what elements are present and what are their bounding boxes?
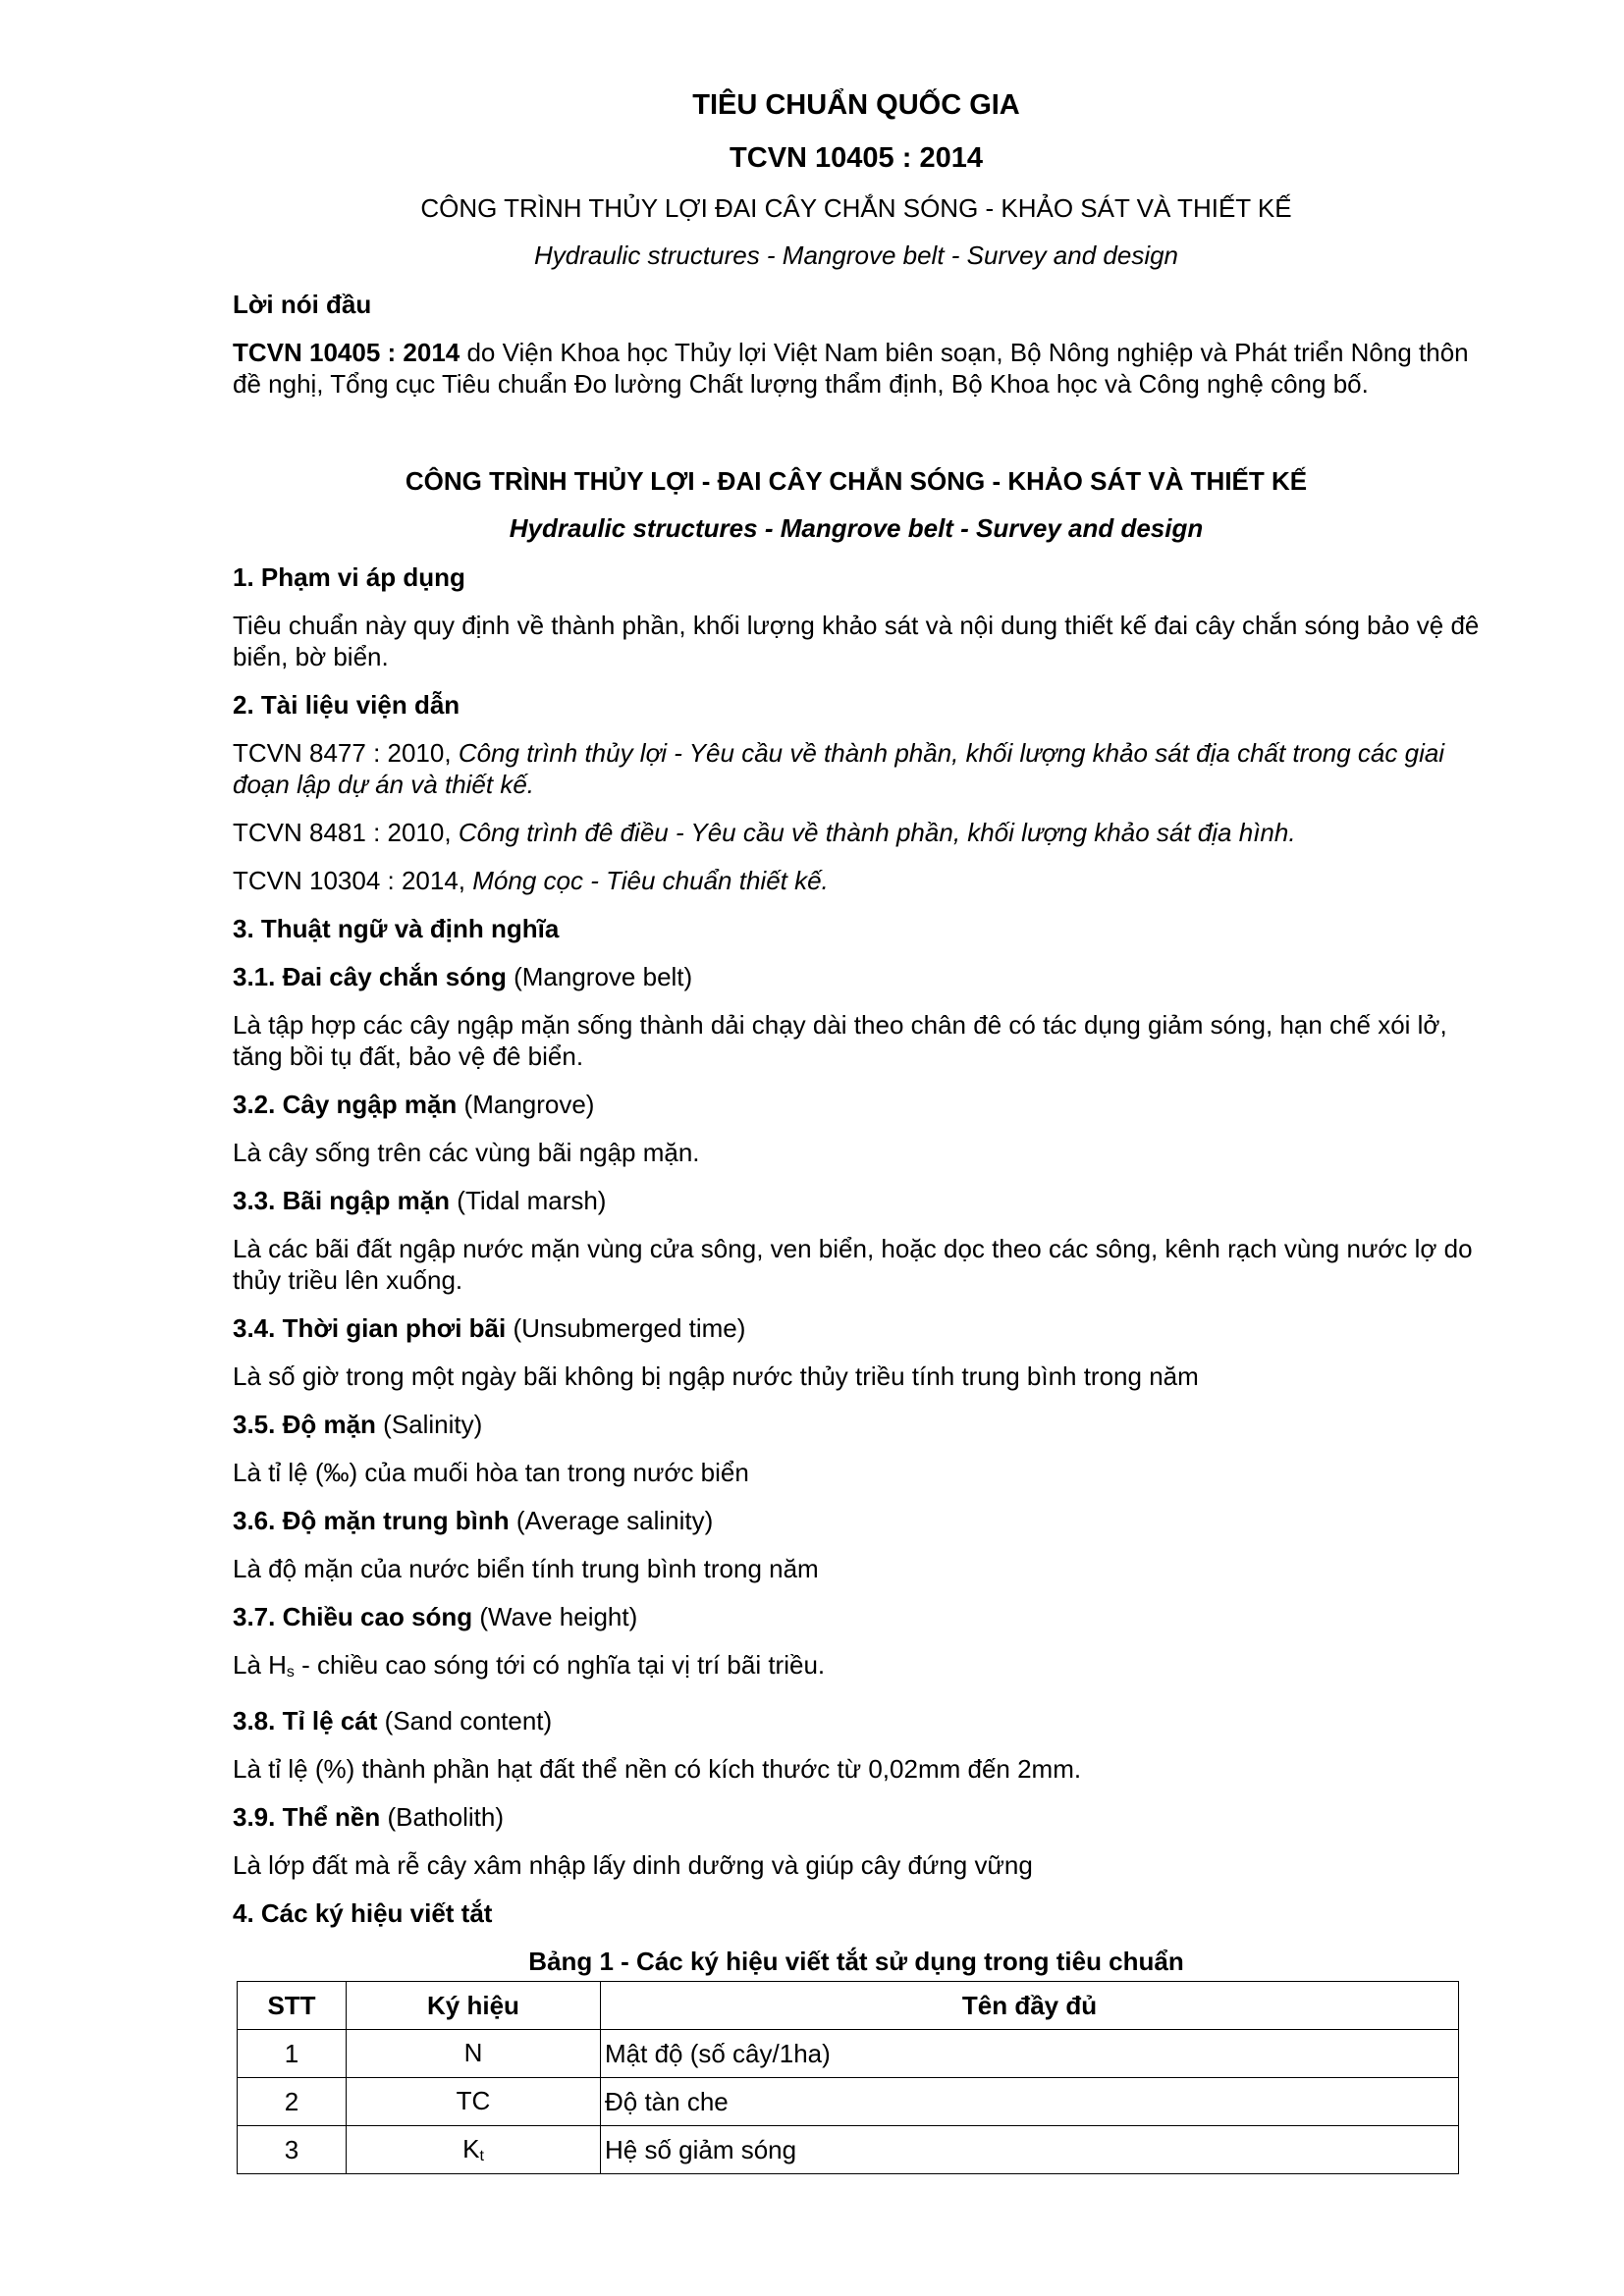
- term-definition: Là tỉ lệ (‰) của muối hòa tan trong nước biển: [233, 1458, 749, 1487]
- section-4-heading: 4. Các ký hiệu viết tắt: [233, 1898, 493, 1928]
- reference-item: [233, 817, 1480, 848]
- definition-text: Là H: [233, 1650, 287, 1680]
- term-definition: Là số giờ trong một ngày bãi không bị ngập nước thủy triều tính trung bình trong năm: [233, 1362, 1199, 1391]
- term-heading: [233, 1601, 1480, 1632]
- reference-title: Công trình đê điều - Yêu cầu về thành phần, khối lượng khảo sát địa hình.: [458, 818, 1296, 847]
- table-row: [238, 2126, 1459, 2174]
- reference-title: Móng cọc - Tiêu chuẩn thiết kế.: [472, 866, 829, 895]
- term-definition: Là lớp đất mà rễ cây xâm nhập lấy dinh dưỡng và giúp cây đứng vững: [233, 1850, 1033, 1880]
- section-3-heading: 3. Thuật ngữ và định nghĩa: [233, 914, 560, 943]
- term-name: 3.2. Cây ngập mặn: [233, 1090, 458, 1119]
- term-definition: Là cây sống trên các vùng bãi ngập mặn.: [233, 1138, 700, 1167]
- term-english: (Sand content): [377, 1706, 553, 1735]
- term-english: (Batholith): [380, 1802, 504, 1832]
- term-name: 3.4. Thời gian phơi bãi: [233, 1313, 507, 1343]
- term-name: 3.5. Độ mặn: [233, 1410, 376, 1439]
- foreword-code: TCVN 10405 : 2014: [233, 338, 460, 367]
- reference-title: Công trình thủy lợi - Yêu cầu về thành phần, khối lượng khảo sát địa chất trong các giai đoạn lập dự án và thiết kế.: [233, 738, 1445, 799]
- term-heading: [233, 1409, 1480, 1440]
- definition-text: - chiều cao sóng tới có nghĩa tại vị trí bãi triều.: [294, 1650, 826, 1680]
- subscript: t: [479, 2148, 484, 2164]
- standard-title-english: Hydraulic structures - Mangrove belt - Survey and design: [509, 513, 1204, 543]
- term-heading: [233, 961, 1480, 992]
- term-name: 3.6. Độ mặn trung bình: [233, 1506, 510, 1535]
- cell-stt: 1: [238, 2030, 347, 2078]
- foreword-heading: Lời nói đầu: [233, 290, 372, 319]
- cell-stt: 2: [238, 2078, 347, 2126]
- symbol-text: K: [462, 2134, 480, 2163]
- term-english: (Salinity): [375, 1410, 483, 1439]
- subtitle-english: Hydraulic structures - Mangrove belt - Survey and design: [533, 240, 1179, 270]
- term-heading: [233, 1089, 1480, 1120]
- term-heading: [233, 1312, 1480, 1344]
- foreword-paragraph: [233, 337, 1480, 400]
- term-english: (Average salinity): [509, 1506, 714, 1535]
- section-2-heading: 2. Tài liệu viện dẫn: [233, 690, 460, 720]
- reference-item: [233, 865, 1480, 896]
- term-name: 3.9. Thể nền: [233, 1802, 381, 1832]
- cell-symbol: [347, 2030, 601, 2078]
- document-title: TIÊU CHUẨN QUỐC GIA: [692, 89, 1020, 121]
- symbol-text: N: [463, 2038, 483, 2067]
- term-name: 3.8. Tỉ lệ cát: [233, 1706, 378, 1735]
- section-1-heading: 1. Phạm vi áp dụng: [233, 562, 465, 592]
- foreword-text: do Viện Khoa học Thủy lợi Việt Nam biên soạn, Bộ Nông nghiệp và Phát triển Nông thôn đề nghị, Tổng cục Tiêu chuẩn Đo lường Chất lượng thẩm định, Bộ Khoa học và Công nghệ công bố.: [233, 338, 1469, 399]
- cell-full-name: Độ tàn che: [601, 2078, 1459, 2126]
- cell-stt: 3: [238, 2126, 347, 2174]
- term-definition: [233, 1649, 1480, 1688]
- column-header-symbol: Ký hiệu: [347, 1982, 601, 2030]
- section-1-text: Tiêu chuẩn này quy định về thành phần, khối lượng khảo sát và nội dung thiết kế đai cây chắn sóng bảo vệ đê biển, bờ biển.: [233, 611, 1480, 671]
- column-header-full-name: Tên đầy đủ: [601, 1982, 1459, 2030]
- table-caption: Bảng 1 - Các ký hiệu viết tắt sử dụng trong tiêu chuẩn: [528, 1947, 1184, 1976]
- reference-code: TCVN 8481 : 2010,: [233, 818, 459, 847]
- term-definition: Là tỉ lệ (%) thành phần hạt đất thể nền có kích thước từ 0,02mm đến 2mm.: [233, 1754, 1082, 1784]
- cell-full-name: Hệ số giảm sóng: [601, 2126, 1459, 2174]
- cell-symbol: [347, 2078, 601, 2126]
- document-page: [233, 88, 1480, 2174]
- table-header-row: [238, 1982, 1459, 2030]
- table-row: [238, 2030, 1459, 2078]
- term-definition: Là tập hợp các cây ngập mặn sống thành dải chạy dài theo chân đê có tác dụng giảm sóng, hạn chế xói lở, tăng bồi tụ đất, bảo vệ đê biển.: [233, 1010, 1447, 1071]
- term-name: 3.7. Chiều cao sóng: [233, 1602, 473, 1631]
- term-english: (Mangrove belt): [506, 962, 693, 991]
- subtitle-vietnamese: CÔNG TRÌNH THỦY LỢI ĐAI CÂY CHẮN SÓNG - KHẢO SÁT VÀ THIẾT KẾ: [420, 193, 1292, 223]
- term-english: (Wave height): [472, 1602, 638, 1631]
- term-english: (Mangrove): [457, 1090, 595, 1119]
- reference-item: [233, 737, 1480, 800]
- column-header-stt: STT: [238, 1982, 347, 2030]
- standard-title: CÔNG TRÌNH THỦY LỢI - ĐAI CÂY CHẮN SÓNG - KHẢO SÁT VÀ THIẾT KẾ: [405, 466, 1308, 496]
- term-heading: [233, 1705, 1480, 1736]
- reference-code: TCVN 8477 : 2010,: [233, 738, 459, 768]
- term-english: (Tidal marsh): [450, 1186, 607, 1215]
- term-name: 3.1. Đai cây chắn sóng: [233, 962, 507, 991]
- abbreviations-table: [237, 1981, 1459, 2174]
- cell-full-name: Mật độ (số cây/1ha): [601, 2030, 1459, 2078]
- term-definition: Là các bãi đất ngập nước mặn vùng cửa sông, ven biển, hoặc dọc theo các sông, kênh rạch vùng nước lợ do thủy triều lên xuống.: [233, 1234, 1473, 1295]
- term-english: (Unsubmerged time): [506, 1313, 746, 1343]
- table-row: [238, 2078, 1459, 2126]
- cell-symbol: [347, 2126, 601, 2174]
- term-definition: Là độ mặn của nước biển tính trung bình trong năm: [233, 1554, 819, 1583]
- term-heading: [233, 1505, 1480, 1536]
- term-name: 3.3. Bãi ngập mặn: [233, 1186, 451, 1215]
- reference-code: TCVN 10304 : 2014,: [233, 866, 473, 895]
- term-heading: [233, 1801, 1480, 1833]
- subscript: s: [286, 1664, 295, 1681]
- standard-code: TCVN 10405 : 2014: [730, 142, 983, 174]
- symbol-text: TC: [456, 2086, 491, 2115]
- term-heading: [233, 1185, 1480, 1216]
